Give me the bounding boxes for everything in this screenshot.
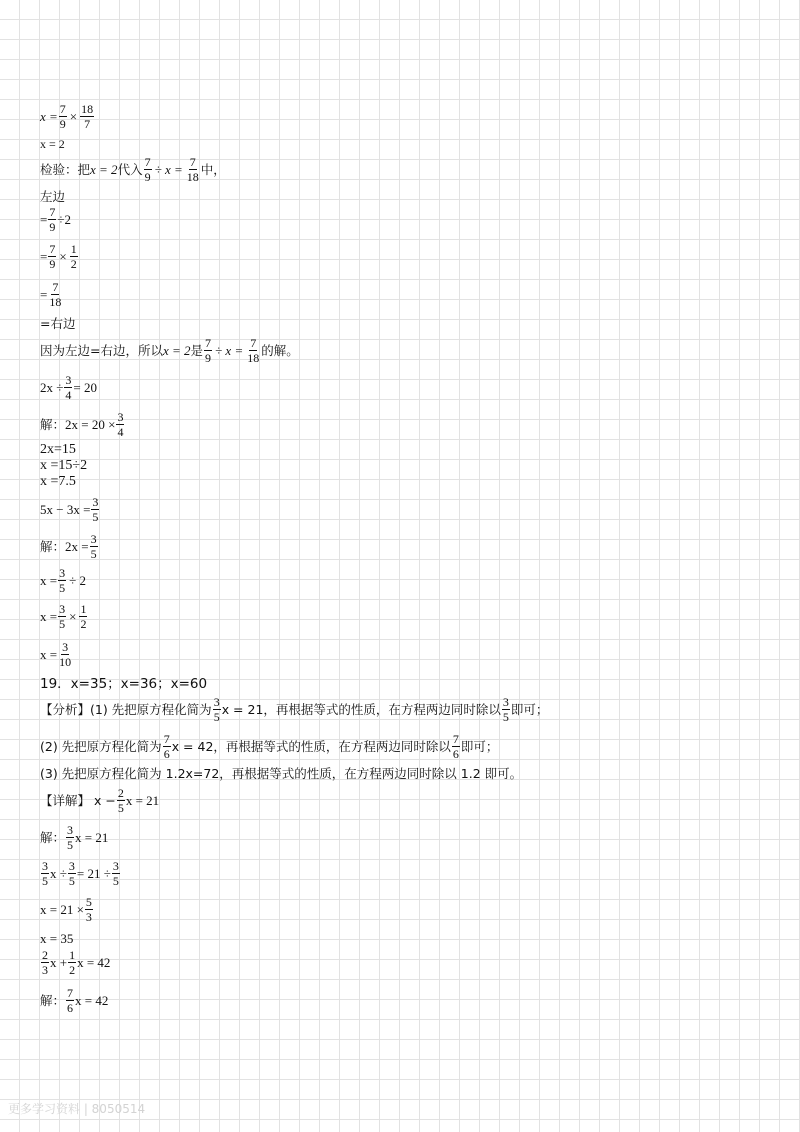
- denominator: 9: [49, 257, 56, 271]
- equation-line: [40, 280, 63, 309]
- math-text: x =: [40, 572, 58, 588]
- denominator: 5: [67, 838, 74, 852]
- math-text: x =15÷2: [40, 458, 88, 473]
- check-line: [40, 155, 226, 184]
- math-text: x =: [40, 646, 58, 662]
- operator: ×: [69, 608, 77, 624]
- equation-line: [40, 410, 125, 439]
- fraction: [112, 859, 120, 888]
- analysis-line: [40, 695, 548, 724]
- numerator: 3: [92, 495, 99, 509]
- denominator: 5: [42, 874, 48, 888]
- numerator: 3: [502, 695, 509, 709]
- solution-line: [40, 786, 159, 815]
- denominator: 2: [80, 617, 87, 631]
- numerator: 1: [69, 948, 76, 962]
- math-text: 2x = 20 ×: [65, 416, 116, 432]
- fraction: [163, 732, 171, 761]
- text: =右边: [40, 316, 76, 331]
- math-text: ÷ 2: [69, 572, 86, 588]
- text: 检验：把: [40, 161, 91, 177]
- text: 【分析】(1) 先把原方程化简为: [40, 701, 212, 717]
- fraction: [452, 732, 460, 761]
- numerator: 3: [59, 566, 66, 580]
- math-text: 2x=15: [40, 442, 76, 457]
- fraction: [41, 859, 49, 888]
- math-text: x =7.5: [40, 474, 76, 489]
- denominator: 6: [452, 747, 459, 761]
- text: 即可；: [460, 738, 499, 754]
- math-text: x = 21: [125, 792, 160, 808]
- text: 解：: [40, 416, 66, 432]
- denominator: 3: [85, 910, 92, 924]
- fraction: [502, 695, 510, 724]
- math-text: =: [40, 211, 48, 227]
- denominator: 10: [59, 655, 72, 669]
- denominator: 5: [90, 547, 97, 561]
- text: x = 21，再根据等式的性质，在方程两边同时除以: [221, 701, 501, 717]
- text: 解：: [40, 992, 66, 1008]
- numerator: 1: [70, 242, 77, 256]
- math-text: ÷ x =: [154, 161, 183, 177]
- equation-line: [40, 136, 65, 152]
- denominator: 4: [117, 425, 124, 439]
- numerator: 2: [42, 948, 48, 962]
- math-text: x = 42: [75, 992, 109, 1008]
- denominator: 9: [49, 220, 56, 234]
- operator: ×: [69, 108, 78, 124]
- text: x = 42，再根据等式的性质，在方程两边同时除以: [171, 738, 451, 754]
- numerator: 3: [112, 859, 119, 873]
- equation-line: [40, 532, 99, 561]
- denominator: 7: [84, 117, 91, 131]
- fraction: [48, 280, 62, 309]
- numerator: 7: [49, 205, 56, 219]
- numerator: 7: [205, 336, 212, 350]
- fraction: [68, 859, 76, 888]
- watermark: 更多学习资料 | 8050514: [8, 1102, 146, 1116]
- numerator: 7: [52, 280, 59, 294]
- fraction: [64, 373, 72, 402]
- equation-line: [40, 640, 73, 669]
- math-text: x =: [40, 108, 58, 124]
- denominator: 5: [213, 710, 220, 724]
- equation-line: [40, 931, 73, 947]
- numerator: 2: [117, 786, 124, 800]
- denominator: 5: [59, 581, 66, 595]
- text: 【详解】 x −: [40, 792, 116, 808]
- fraction: [59, 102, 67, 131]
- fraction: [144, 155, 152, 184]
- fraction: [66, 986, 74, 1015]
- numerator: 3: [65, 373, 72, 387]
- denominator: 6: [163, 747, 170, 761]
- denominator: 5: [502, 710, 509, 724]
- math-text: x = 2: [162, 342, 191, 358]
- equation-line: [40, 242, 79, 271]
- math-text: ÷2: [57, 211, 71, 227]
- denominator: 9: [59, 117, 66, 131]
- analysis-line: [40, 732, 498, 761]
- numerator: 3: [213, 695, 220, 709]
- equation-line: [40, 986, 108, 1015]
- numerator: 3: [59, 602, 66, 616]
- text: 即可；: [510, 701, 549, 717]
- math-text: ÷ x =: [215, 342, 244, 358]
- fraction: [80, 102, 94, 131]
- math-text: x = 42: [77, 954, 111, 970]
- equation-line: [40, 823, 108, 852]
- denominator: 3: [42, 963, 48, 977]
- denominator: 5: [68, 874, 75, 888]
- numerator: 7: [144, 155, 151, 169]
- denominator: 5: [92, 510, 99, 524]
- text-line: [40, 189, 65, 205]
- fraction: [58, 566, 66, 595]
- denominator: 9: [144, 170, 151, 184]
- equation-line: [40, 566, 88, 595]
- text: 的解。: [261, 342, 299, 358]
- fraction: [117, 786, 125, 815]
- fraction: [48, 205, 56, 234]
- operator: ×: [59, 248, 67, 264]
- conclusion-line: [40, 336, 299, 365]
- denominator: 9: [205, 351, 212, 365]
- fraction: [186, 155, 200, 184]
- denominator: 4: [65, 388, 72, 402]
- equation-line: [40, 458, 87, 474]
- fraction: [91, 495, 99, 524]
- fraction: [48, 242, 56, 271]
- fraction: [79, 602, 87, 631]
- fraction: [213, 695, 221, 724]
- numerator: 3: [42, 859, 48, 873]
- math-text: x = 21 ×: [40, 901, 84, 917]
- analysis-line: [40, 766, 522, 782]
- math-text: x = 2: [40, 137, 65, 151]
- math-text: x ÷: [50, 865, 67, 881]
- text: (2) 先把原方程化简为: [40, 738, 162, 754]
- text: 解：: [40, 538, 66, 554]
- text-line: [40, 316, 75, 332]
- text: 是: [190, 342, 204, 358]
- fraction: [85, 895, 93, 924]
- numerator: 7: [452, 732, 459, 746]
- equation-line: [40, 442, 76, 458]
- equation-line: [40, 373, 97, 402]
- math-text: =: [40, 248, 48, 264]
- math-text: x =: [40, 608, 58, 624]
- numerator: 7: [67, 986, 74, 1000]
- math-text: x = 21: [75, 829, 109, 845]
- numerator: 7: [189, 155, 196, 169]
- fraction: [70, 242, 78, 271]
- equation-line: [40, 474, 76, 490]
- math-text: x = 35: [40, 931, 74, 946]
- text: 代入: [117, 161, 143, 177]
- fraction: [90, 532, 98, 561]
- math-text: =: [40, 286, 48, 302]
- numerator: 3: [117, 410, 124, 424]
- fraction: [41, 948, 49, 977]
- equation-line: [40, 859, 121, 888]
- math-text: = 21 ÷: [76, 865, 111, 881]
- fraction: [58, 602, 66, 631]
- numerator: 3: [67, 823, 74, 837]
- text: 中，: [200, 161, 226, 177]
- math-text: 5x − 3x =: [40, 501, 91, 517]
- numerator: 1: [80, 602, 87, 616]
- math-text: 2x ÷: [40, 379, 64, 395]
- fraction: [66, 823, 74, 852]
- text: 解：: [40, 829, 66, 845]
- numerator: 3: [62, 640, 69, 654]
- text: 左边: [40, 189, 66, 204]
- numerator: 5: [85, 895, 92, 909]
- denominator: 5: [117, 801, 124, 815]
- fraction: [68, 948, 76, 977]
- math-text: x +: [50, 954, 68, 970]
- equation-line: [40, 895, 94, 924]
- math-text: = 20: [73, 379, 97, 395]
- numerator: 3: [90, 532, 97, 546]
- denominator: 2: [69, 963, 76, 977]
- denominator: 18: [247, 351, 260, 365]
- math-text: 2x =: [65, 538, 89, 554]
- numerator: 7: [163, 732, 170, 746]
- denominator: 2: [70, 257, 77, 271]
- numerator: 7: [250, 336, 257, 350]
- equation-line: [40, 205, 71, 234]
- equation-line: [40, 602, 88, 631]
- fraction: [204, 336, 212, 365]
- math-text: x = 2: [90, 161, 118, 177]
- denominator: 5: [59, 617, 66, 631]
- numerator: 7: [59, 102, 66, 116]
- equation-line: [40, 102, 95, 131]
- text: 19．x=35；x=36；x=60: [40, 676, 208, 692]
- numerator: 3: [68, 859, 75, 873]
- denominator: 6: [67, 1001, 74, 1015]
- denominator: 18: [186, 170, 199, 184]
- denominator: 5: [112, 874, 119, 888]
- fraction: [246, 336, 260, 365]
- denominator: 18: [49, 295, 62, 309]
- equation-line: [40, 495, 100, 524]
- fraction: [58, 640, 72, 669]
- text: (3) 先把原方程化简为 1.2x=72，再根据等式的性质，在方程两边同时除以 1.2 即可。: [40, 766, 523, 781]
- numerator: 7: [49, 242, 56, 256]
- numerator: 18: [81, 102, 94, 116]
- text: 因为左边=右边，所以: [40, 342, 163, 358]
- equation-line: [40, 948, 110, 977]
- fraction: [116, 410, 124, 439]
- answer-line: [40, 676, 207, 692]
